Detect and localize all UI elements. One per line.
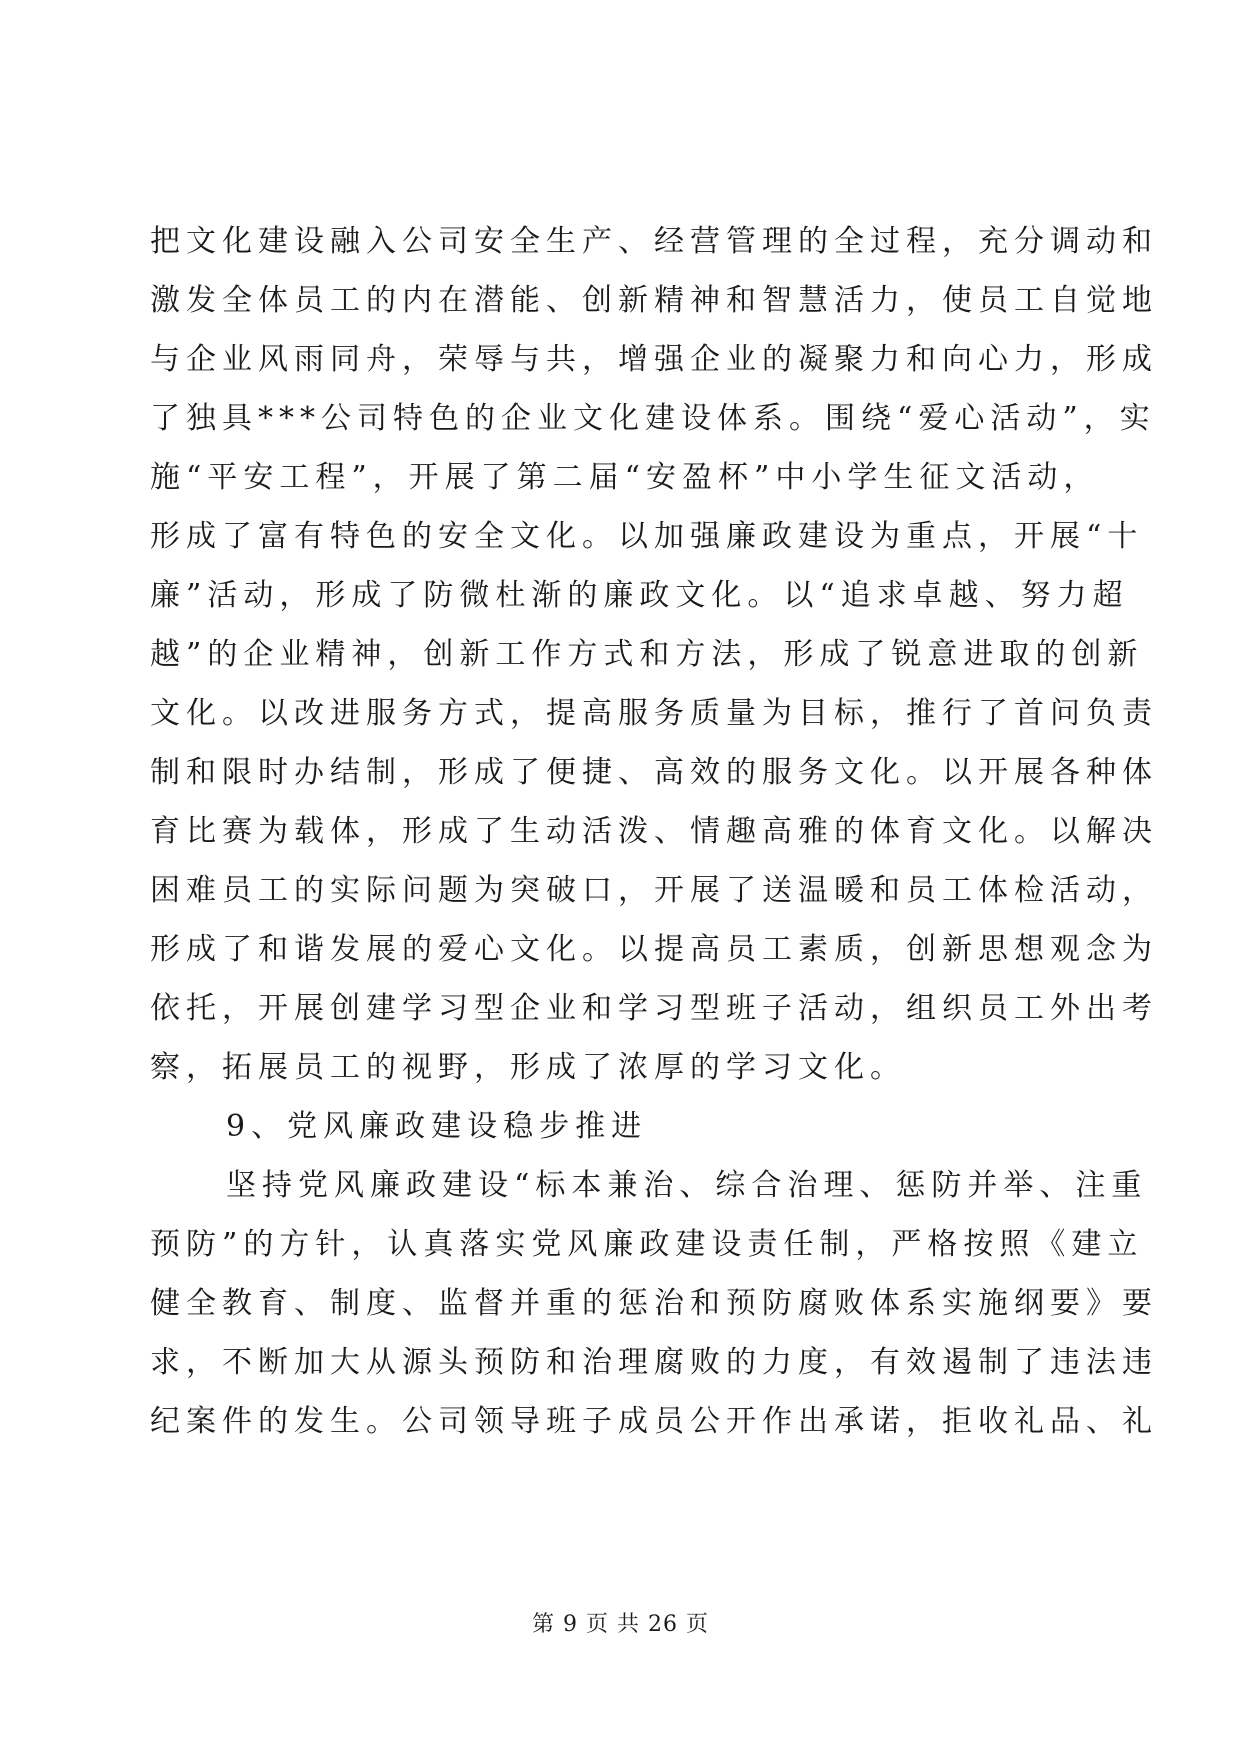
body-line-9: 文化。以改进服务方式，提高服务质量为目标，推行了首问负责 — [150, 696, 1158, 731]
body-line-18: 预防”的方针，认真落实党风廉政建设责任制，严格按照《建立 — [150, 1227, 1144, 1262]
page-number-footer: 第 9 页 共 26 页 — [532, 1612, 709, 1637]
body-line-1: 把文化建设融入公司安全生产、经营管理的全过程，充分调动和 — [150, 224, 1158, 259]
body-line-14: 依托，开展创建学习型企业和学习型班子活动，组织员工外出考 — [150, 991, 1158, 1026]
body-line-13: 形成了和谐发展的爱心文化。以提高员工素质，创新思想观念为 — [150, 932, 1158, 967]
body-line-8: 越”的企业精神，创新工作方式和方法，形成了锐意进取的创新 — [150, 637, 1144, 672]
body-line-21: 纪案件的发生。公司领导班子成员公开作出承诺，拒收礼品、礼 — [150, 1404, 1158, 1439]
body-line-10: 制和限时办结制，形成了便捷、高效的服务文化。以开展各种体 — [150, 755, 1158, 790]
body-line-11: 育比赛为载体，形成了生动活泼、情趣高雅的体育文化。以解决 — [150, 814, 1158, 849]
body-line-12: 困难员工的实际问题为突破口，开展了送温暖和员工体检活动， — [150, 873, 1158, 908]
body-line-3: 与企业风雨同舟，荣辱与共，增强企业的凝聚力和向心力，形成 — [150, 342, 1158, 377]
body-line-20: 求，不断加大从源头预防和治理腐败的力度，有效遏制了违法违 — [150, 1345, 1158, 1380]
body-line-15: 察，拓展员工的视野，形成了浓厚的学习文化。 — [150, 1050, 906, 1085]
body-line-19: 健全教育、制度、监督并重的惩治和预防腐败体系实施纲要》要 — [150, 1286, 1158, 1321]
body-line-6: 形成了富有特色的安全文化。以加强廉政建设为重点，开展“十 — [150, 519, 1144, 554]
body-line-5: 施“平安工程”，开展了第二届“安盈杯”中小学生征文活动， — [150, 460, 1100, 495]
body-line-17: 坚持党风廉政建设“标本兼治、综合治理、惩防并举、注重 — [226, 1168, 1148, 1203]
body-line-7: 廉”活动，形成了防微杜渐的廉政文化。以“追求卓越、努力超 — [150, 578, 1129, 613]
body-line-4: 了独具***公司特色的企业文化建设体系。围绕“爱心活动”，实 — [150, 401, 1156, 436]
body-line-2: 激发全体员工的内在潜能、创新精神和智慧活力，使员工自觉地 — [150, 283, 1158, 318]
section-heading: 9、党风廉政建设稳步推进 — [226, 1109, 648, 1144]
